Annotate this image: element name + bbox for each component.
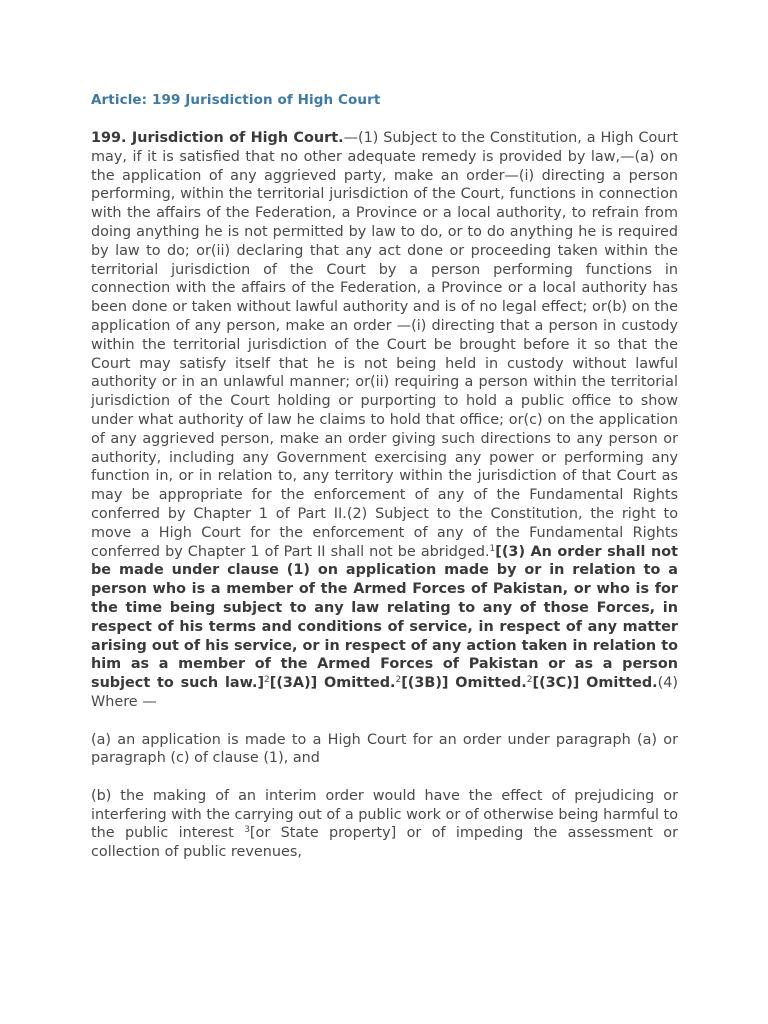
amendment-clause-3: [(3) An order shall not be made under clause (1) on application made by or in relation to a person who is a member of the Armed Forces of Pakistan, or who is for the time being subject to any law relating to any of those Forces, in respect of his terms and conditions of service, in respect of any matter arising out of his service, or in respect of any action taken in relation to him as a member of the Armed Forces of Pakistan or as a person subject to such law.] bbox=[91, 543, 678, 692]
section-199-paragraph bbox=[91, 129, 678, 712]
clause-b-paragraph bbox=[91, 787, 678, 862]
omitted-clause-3c: [(3C)] Omitted. bbox=[532, 675, 658, 692]
clause-b-text-end: [or State property] or of impeding the assessment or collection of public revenues, bbox=[91, 825, 678, 861]
article-body bbox=[91, 129, 678, 862]
footnote-marker-2c: 2 bbox=[526, 675, 533, 686]
omitted-clause-3b: [(3B)] Omitted. bbox=[401, 675, 527, 692]
clause-a-paragraph: (a) an application is made to a High Court for an order under paragraph (a) or paragraph (c) of clause (1), and bbox=[91, 731, 678, 767]
article-title: Article: 199 Jurisdiction of High Court bbox=[91, 92, 381, 108]
section-text-part1: —(1) Subject to the Constitution, a High Court may, if it is satisfied that no other adequate remedy is provided by law,—(a) on the application of any aggrieved party, make an order—(i) directing a person performing, within the territorial jurisdiction of the Court, functions in connection with the affairs of the Federation, a Province or a local authority, to refrain from doing anything he is not permitted by law to do, or to do anything he is required by law to do; or(ii) declaring that any act done or proceeding taken within the territorial jurisdiction of the Court by a person performing functions in connection with the affairs of the Federation, a Province or a local authority has been done or taken without lawful authority and is of no legal effect; or(b) on the application of any person, make an order —(i) directing that a person in custody within the territorial jurisdiction of the Court be brought before it so that the Court may satisfy itself that he is not being held in custody without lawful authority or in an unlawful manner; or(ii) requiring a person within the territorial jurisdiction of the Court holding or purporting to hold a public office to show under what authority of law he claims to hold that office; or(c) on the application of any aggrieved person, make an order giving such directions to any person or authority, including any Government exercising any power or performing any function in, or in relation to, any territory within the jurisdiction of that Court as may be appropriate for the enforcement of any of the Fundamental Rights conferred by Chapter 1 of Part II.(2) Subject to the Constitution, the right to move a High Court for the enforcement of any of the Fundamental Rights conferred by Chapter 1 of Part II shall not be abridged. bbox=[91, 130, 678, 560]
footnote-marker-1: 1 bbox=[489, 543, 496, 554]
omitted-clause-3a: [(3A)] Omitted. bbox=[269, 675, 396, 692]
footnote-marker-2b: 2 bbox=[395, 675, 402, 686]
footnote-marker-2a: 2 bbox=[264, 675, 270, 686]
footnote-marker-3: 3 bbox=[244, 825, 250, 836]
clause-b-text-start: (b) the making of an interim order would have the effect of prejudicing or interfering with the carrying out of a public work or of otherwise being harmful to the public interest bbox=[91, 787, 678, 842]
section-text-part4: (4) Where — bbox=[91, 675, 679, 710]
section-heading: 199. Jurisdiction of High Court. bbox=[91, 130, 344, 146]
